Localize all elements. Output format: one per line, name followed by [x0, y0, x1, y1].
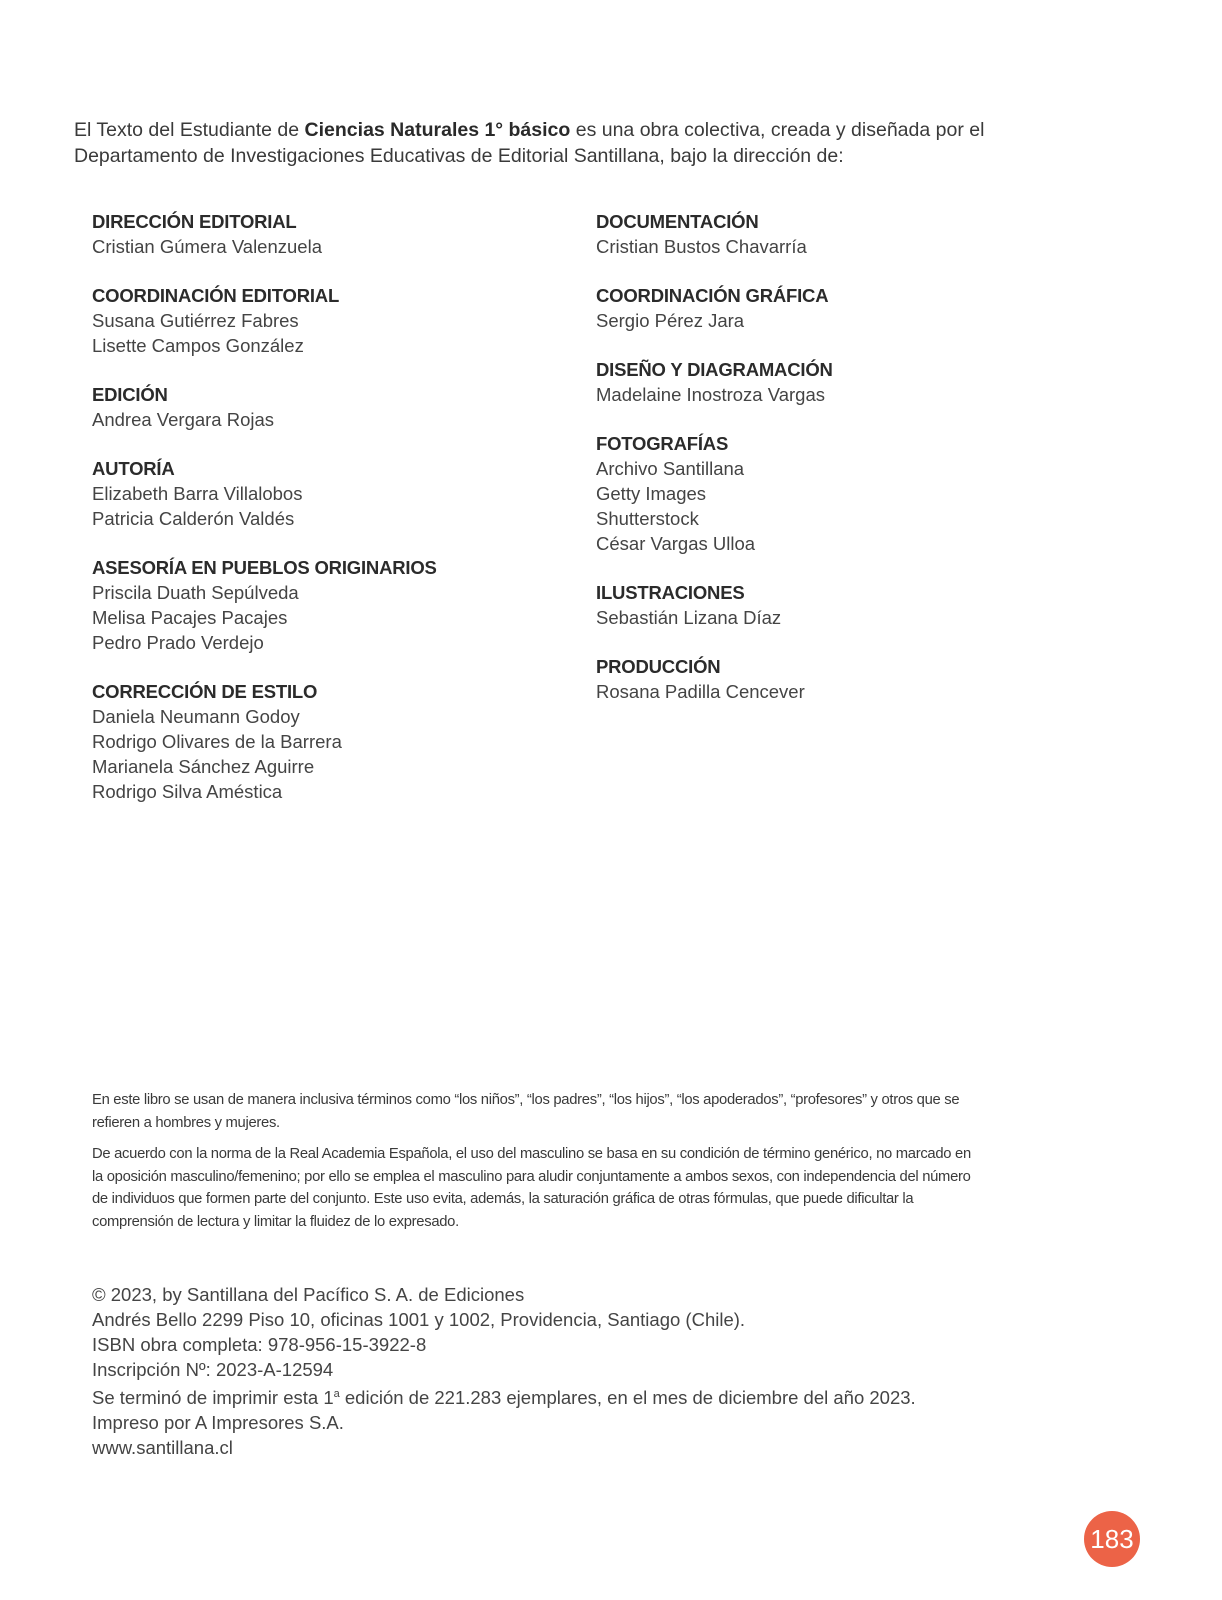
credit-name: Rosana Padilla Cencever [596, 681, 805, 702]
credit-section-title: DIRECCIÓN EDITORIAL [92, 211, 297, 232]
printer-line: Impreso por A Impresores S.A. [92, 1412, 344, 1434]
credit-name: Cristian Bustos Chavarría [596, 236, 807, 257]
credit-name: Priscila Duath Sepúlveda [92, 582, 299, 603]
intro-text-line2: Departamento de Investigaciones Educativas de Editorial Santillana, bajo la dirección de: [74, 145, 844, 167]
credit-name: Daniela Neumann Godoy [92, 706, 300, 727]
credits-left-column [92, 209, 562, 828]
credit-name: Rodrigo Silva Améstica [92, 781, 283, 802]
credit-section-title: COORDINACIÓN EDITORIAL [92, 285, 340, 306]
credit-name: Sebastián Lizana Díaz [596, 607, 782, 628]
credit-section [92, 555, 562, 655]
credit-section-title: AUTORÍA [92, 458, 175, 479]
credit-name: Shutterstock [596, 508, 699, 529]
credit-name: Rodrigo Olivares de la Barrera [92, 731, 342, 752]
copyright-line: © 2023, by Santillana del Pacífico S. A. de Ediciones [92, 1284, 525, 1305]
print-edition-line [92, 1382, 1092, 1410]
intro-paragraph [74, 117, 1154, 169]
credit-section [92, 209, 562, 259]
credit-section-title: CORRECCIÓN DE ESTILO [92, 681, 318, 702]
book-title: Ciencias Naturales 1° básico [304, 119, 571, 141]
print-edition-end: edición de 221.283 ejemplares, en el mes de diciembre del año 2023. [339, 1387, 916, 1409]
credit-section [92, 382, 562, 432]
credit-section [596, 209, 1066, 259]
credit-section [596, 357, 1066, 407]
credit-section-title: EDICIÓN [92, 384, 168, 405]
credit-section [92, 679, 562, 804]
credit-name: Marianela Sánchez Aguirre [92, 756, 315, 777]
credit-name: Getty Images [596, 483, 707, 504]
website-link[interactable]: www.santillana.cl [92, 1437, 233, 1459]
credit-section [92, 283, 562, 358]
intro-text-start: El Texto del Estudiante de [74, 119, 305, 141]
credit-section-title: PRODUCCIÓN [596, 656, 721, 677]
edition-superscript: a [333, 1388, 340, 1400]
credit-section-title: DISEÑO Y DIAGRAMACIÓN [596, 359, 833, 380]
credit-section-title: ASESORÍA EN PUEBLOS ORIGINARIOS [92, 557, 437, 578]
note-paragraph: De acuerdo con la norma de la Real Academia Española, el uso del masculino se basa en su condición de término genérico, no marcado en la oposición masculino/femenino; por ello se emplea el masculino para aludir conjuntamente a ambos sexos, con independencia del número de individuos que formen parte del conjunto. Este uso evita, además, la saturación gráfica de otras fórmulas, que puede dificultar la comprensión de lectura y limitar la fluidez de lo expresado. [92, 1146, 971, 1230]
credit-name: Cristian Gúmera Valenzuela [92, 236, 322, 257]
credit-name: Elizabeth Barra Villalobos [92, 483, 303, 504]
credit-section-title: ILUSTRACIONES [596, 582, 745, 603]
credit-name: Patricia Calderón Valdés [92, 508, 295, 529]
intro-text-end: es una obra colectiva, creada y diseñada por el [570, 119, 985, 141]
credit-section [596, 283, 1066, 333]
credit-name: Sergio Pérez Jara [596, 310, 745, 331]
credit-section [596, 431, 1066, 556]
inscription-line: Inscripción Nº: 2023-A-12594 [92, 1359, 334, 1380]
inclusive-language-notes [92, 1089, 972, 1242]
credit-name: Melisa Pacajes Pacajes [92, 607, 288, 628]
page-number-badge: 183 [1084, 1511, 1140, 1567]
credit-section [596, 580, 1066, 630]
isbn-line: ISBN obra completa: 978-956-15-3922-8 [92, 1334, 427, 1355]
credit-section-title: FOTOGRAFÍAS [596, 433, 729, 454]
credit-name: Archivo Santillana [596, 458, 745, 479]
note-paragraph: En este libro se usan de manera inclusiva términos como “los niños”, “los padres”, “los hijos”, “los apoderados”, “profesores” y otros que se refieren a hombres y mujeres. [92, 1092, 960, 1131]
credit-section-title: COORDINACIÓN GRÁFICA [596, 285, 829, 306]
credit-name: Lisette Campos González [92, 335, 304, 356]
credit-section [596, 654, 1066, 704]
address-line: Andrés Bello 2299 Piso 10, oficinas 1001 y 1002, Providencia, Santiago (Chile). [92, 1309, 746, 1330]
credit-name: Andrea Vergara Rojas [92, 409, 275, 430]
credits-right-column [596, 209, 1066, 728]
credit-name: Susana Gutiérrez Fabres [92, 310, 299, 331]
print-edition-start: Se terminó de imprimir esta 1 [92, 1387, 334, 1409]
credit-section [92, 456, 562, 531]
credit-section-title: DOCUMENTACIÓN [596, 211, 759, 232]
credit-name: Madelaine Inostroza Vargas [596, 384, 825, 405]
credit-name: César Vargas Ulloa [596, 533, 756, 554]
credit-name: Pedro Prado Verdejo [92, 632, 264, 653]
imprint-block [92, 1282, 1092, 1460]
